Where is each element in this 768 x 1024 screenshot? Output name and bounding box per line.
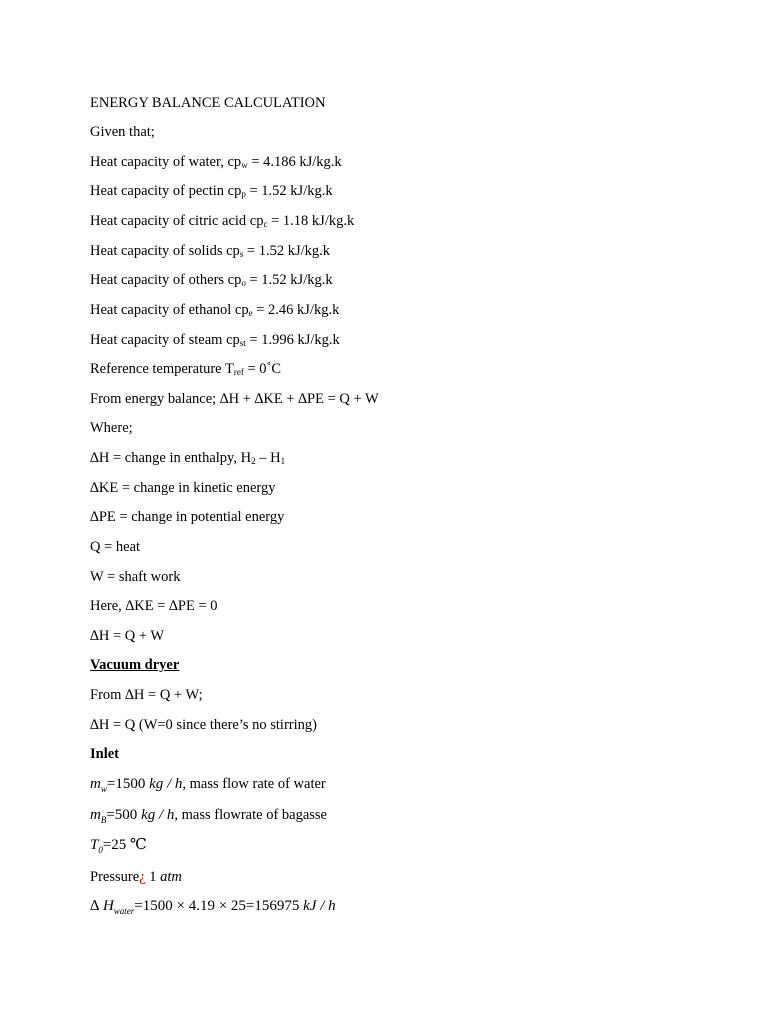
cp-ethanol-line: Heat capacity of ethanol $cp_e = 2.46$ kJ/kg.k (90, 302, 340, 318)
shaft-work-line: W = shaft work (90, 569, 181, 585)
cp-solids-line: Heat capacity of solids $cp_s = 1.52$ kJ/kg.k (90, 243, 331, 259)
cp-pectin-line: Heat capacity of pectin $cp_p = 1.52$ kJ/kg.k (90, 183, 333, 199)
pressure-line: Pressure¿ 1 atm (90, 869, 182, 885)
cp-water-line: Heat capacity of water, $cp_w = 4.186$ kJ/kg.k (90, 154, 342, 170)
from-balance-line: From ∆H = Q + W; (90, 687, 203, 703)
enthalpy-definition-line: ∆H = change in enthalpy, $H_2 - H_1$ (90, 450, 286, 466)
inlet-temperature-line: $T_0=25$ ℃ (90, 837, 147, 855)
energy-balance-line: From energy balance; ∆H + ∆KE + ∆PE = Q + W (90, 391, 379, 407)
water-enthalpy-line: ∆ $H_{water}=1500 \times 4.19 \times 25=156975$ kJ / h (90, 898, 336, 916)
cp-citric-acid-line: Heat capacity of citric acid $cp_c = 1.18$ kJ/kg.k (90, 213, 355, 229)
bagasse-mass-flow-line: $m_B=500$ kg / h, mass flowrate of bagasse (90, 807, 327, 825)
no-stirring-line: ∆H = Q (W=0 since there’s no stirring) (90, 717, 317, 733)
potential-energy-line: ∆PE = change in potential energy (90, 509, 285, 525)
reference-temperature-line: Reference temperature $T_{ref}$ = 0˚C (90, 361, 282, 377)
inlet-heading: Inlet (90, 746, 119, 762)
heat-definition-line: Q = heat (90, 539, 141, 555)
simplified-balance-line: ∆H = Q + W (90, 628, 165, 644)
document-title: ENERGY BALANCE CALCULATION (90, 95, 326, 111)
cp-steam-line: Heat capacity of steam $cp_{st} = 1.996$ kJ/kg.k (90, 332, 340, 348)
kinetic-energy-line: ∆KE = change in kinetic energy (90, 480, 276, 496)
where-label: Where; (90, 420, 133, 436)
water-mass-flow-line: $m_w=1500$ kg / h, mass flow rate of water (90, 776, 326, 794)
given-label: Given that; (90, 124, 155, 140)
section-heading-vacuum-dryer: Vacuum dryer (90, 657, 180, 673)
cp-others-line: Heat capacity of others $cp_o = 1.52$ kJ/kg.k (90, 272, 333, 288)
assumption-line: Here, ∆KE = ∆PE = 0 (90, 598, 218, 614)
